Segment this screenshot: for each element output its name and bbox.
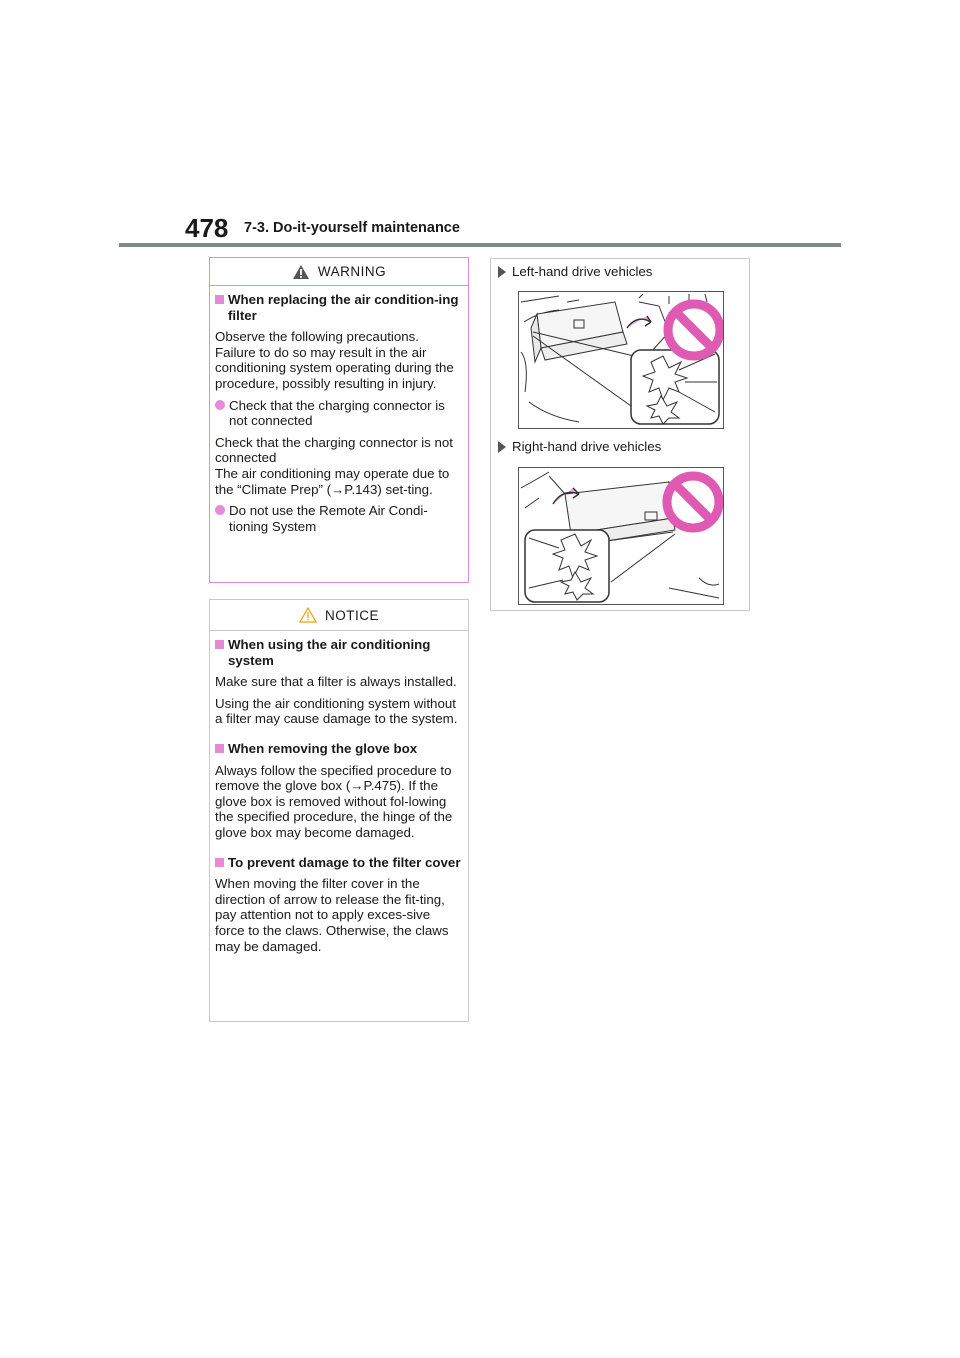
section-title: 7-3. Do-it-yourself maintenance (244, 220, 460, 236)
warning-icon (292, 264, 310, 280)
square-bullet-icon (215, 858, 224, 867)
notice-paragraph: Always follow the specified procedure to remove the glove box (→P.475). If the glove box is removed without fol-lowing the specified procedure, the hinge of the glove box may become damaged. (215, 762, 453, 840)
figure-label-rhd: Right-hand drive vehicles (498, 439, 661, 454)
warning-paragraph: The air conditioning may operate due to the “Climate Prep” (→P.143) set-ting. (215, 465, 450, 497)
triangle-bullet-icon (498, 441, 506, 453)
notice-paragraph: Make sure that a filter is always installed. (215, 674, 457, 690)
dot-bullet-icon (215, 400, 225, 410)
warning-bullet: Do not use the Remote Air Condi-tioning System (215, 503, 462, 534)
dot-bullet-icon (215, 505, 225, 515)
rhd-illustration-svg (519, 468, 723, 604)
square-bullet-icon (215, 295, 224, 304)
page-header (0, 0, 960, 250)
notice-subheading: When using the air conditioning system (215, 637, 462, 668)
notice-title: NOTICE (324, 607, 379, 623)
square-bullet-icon (215, 640, 224, 649)
rhd-filter-illustration (518, 467, 724, 605)
notice-header (210, 600, 468, 631)
figure-label-lhd: Left-hand drive vehicles (498, 264, 749, 279)
warning-box (209, 257, 469, 583)
notice-paragraph: When moving the filter cover in the direction of arrow to release the fit-ting, pay attention not to apply exces-sive force to the claws. Otherwise, the claws may be damaged. (215, 876, 449, 954)
header-divider (119, 243, 841, 247)
warning-subheading: When replacing the air condition-ing filter (215, 292, 462, 323)
notice-subheading: When removing the glove box (215, 741, 462, 757)
lhd-illustration-svg (519, 292, 723, 428)
lhd-filter-illustration (518, 291, 724, 429)
caution-outline-icon (299, 607, 317, 623)
notice-paragraph: Using the air conditioning system without a filter may cause damage to the system. (215, 695, 458, 727)
warning-paragraph: Observe the following precautions. Failure to do so may result in the air conditioning system operating during the procedure, possibly resulting in injury. (215, 329, 454, 391)
page-number: 478 (185, 213, 229, 243)
warning-bullet: Check that the charging connector is not connected (215, 398, 462, 429)
notice-box (209, 599, 469, 1022)
warning-paragraph: Check that the charging connector is not connected (215, 434, 454, 466)
warning-header (210, 258, 468, 286)
notice-subheading: To prevent damage to the filter cover (215, 855, 462, 871)
warning-title: WARNING (317, 264, 387, 279)
figure-box (490, 258, 750, 611)
square-bullet-icon (215, 744, 224, 753)
triangle-bullet-icon (498, 266, 506, 278)
